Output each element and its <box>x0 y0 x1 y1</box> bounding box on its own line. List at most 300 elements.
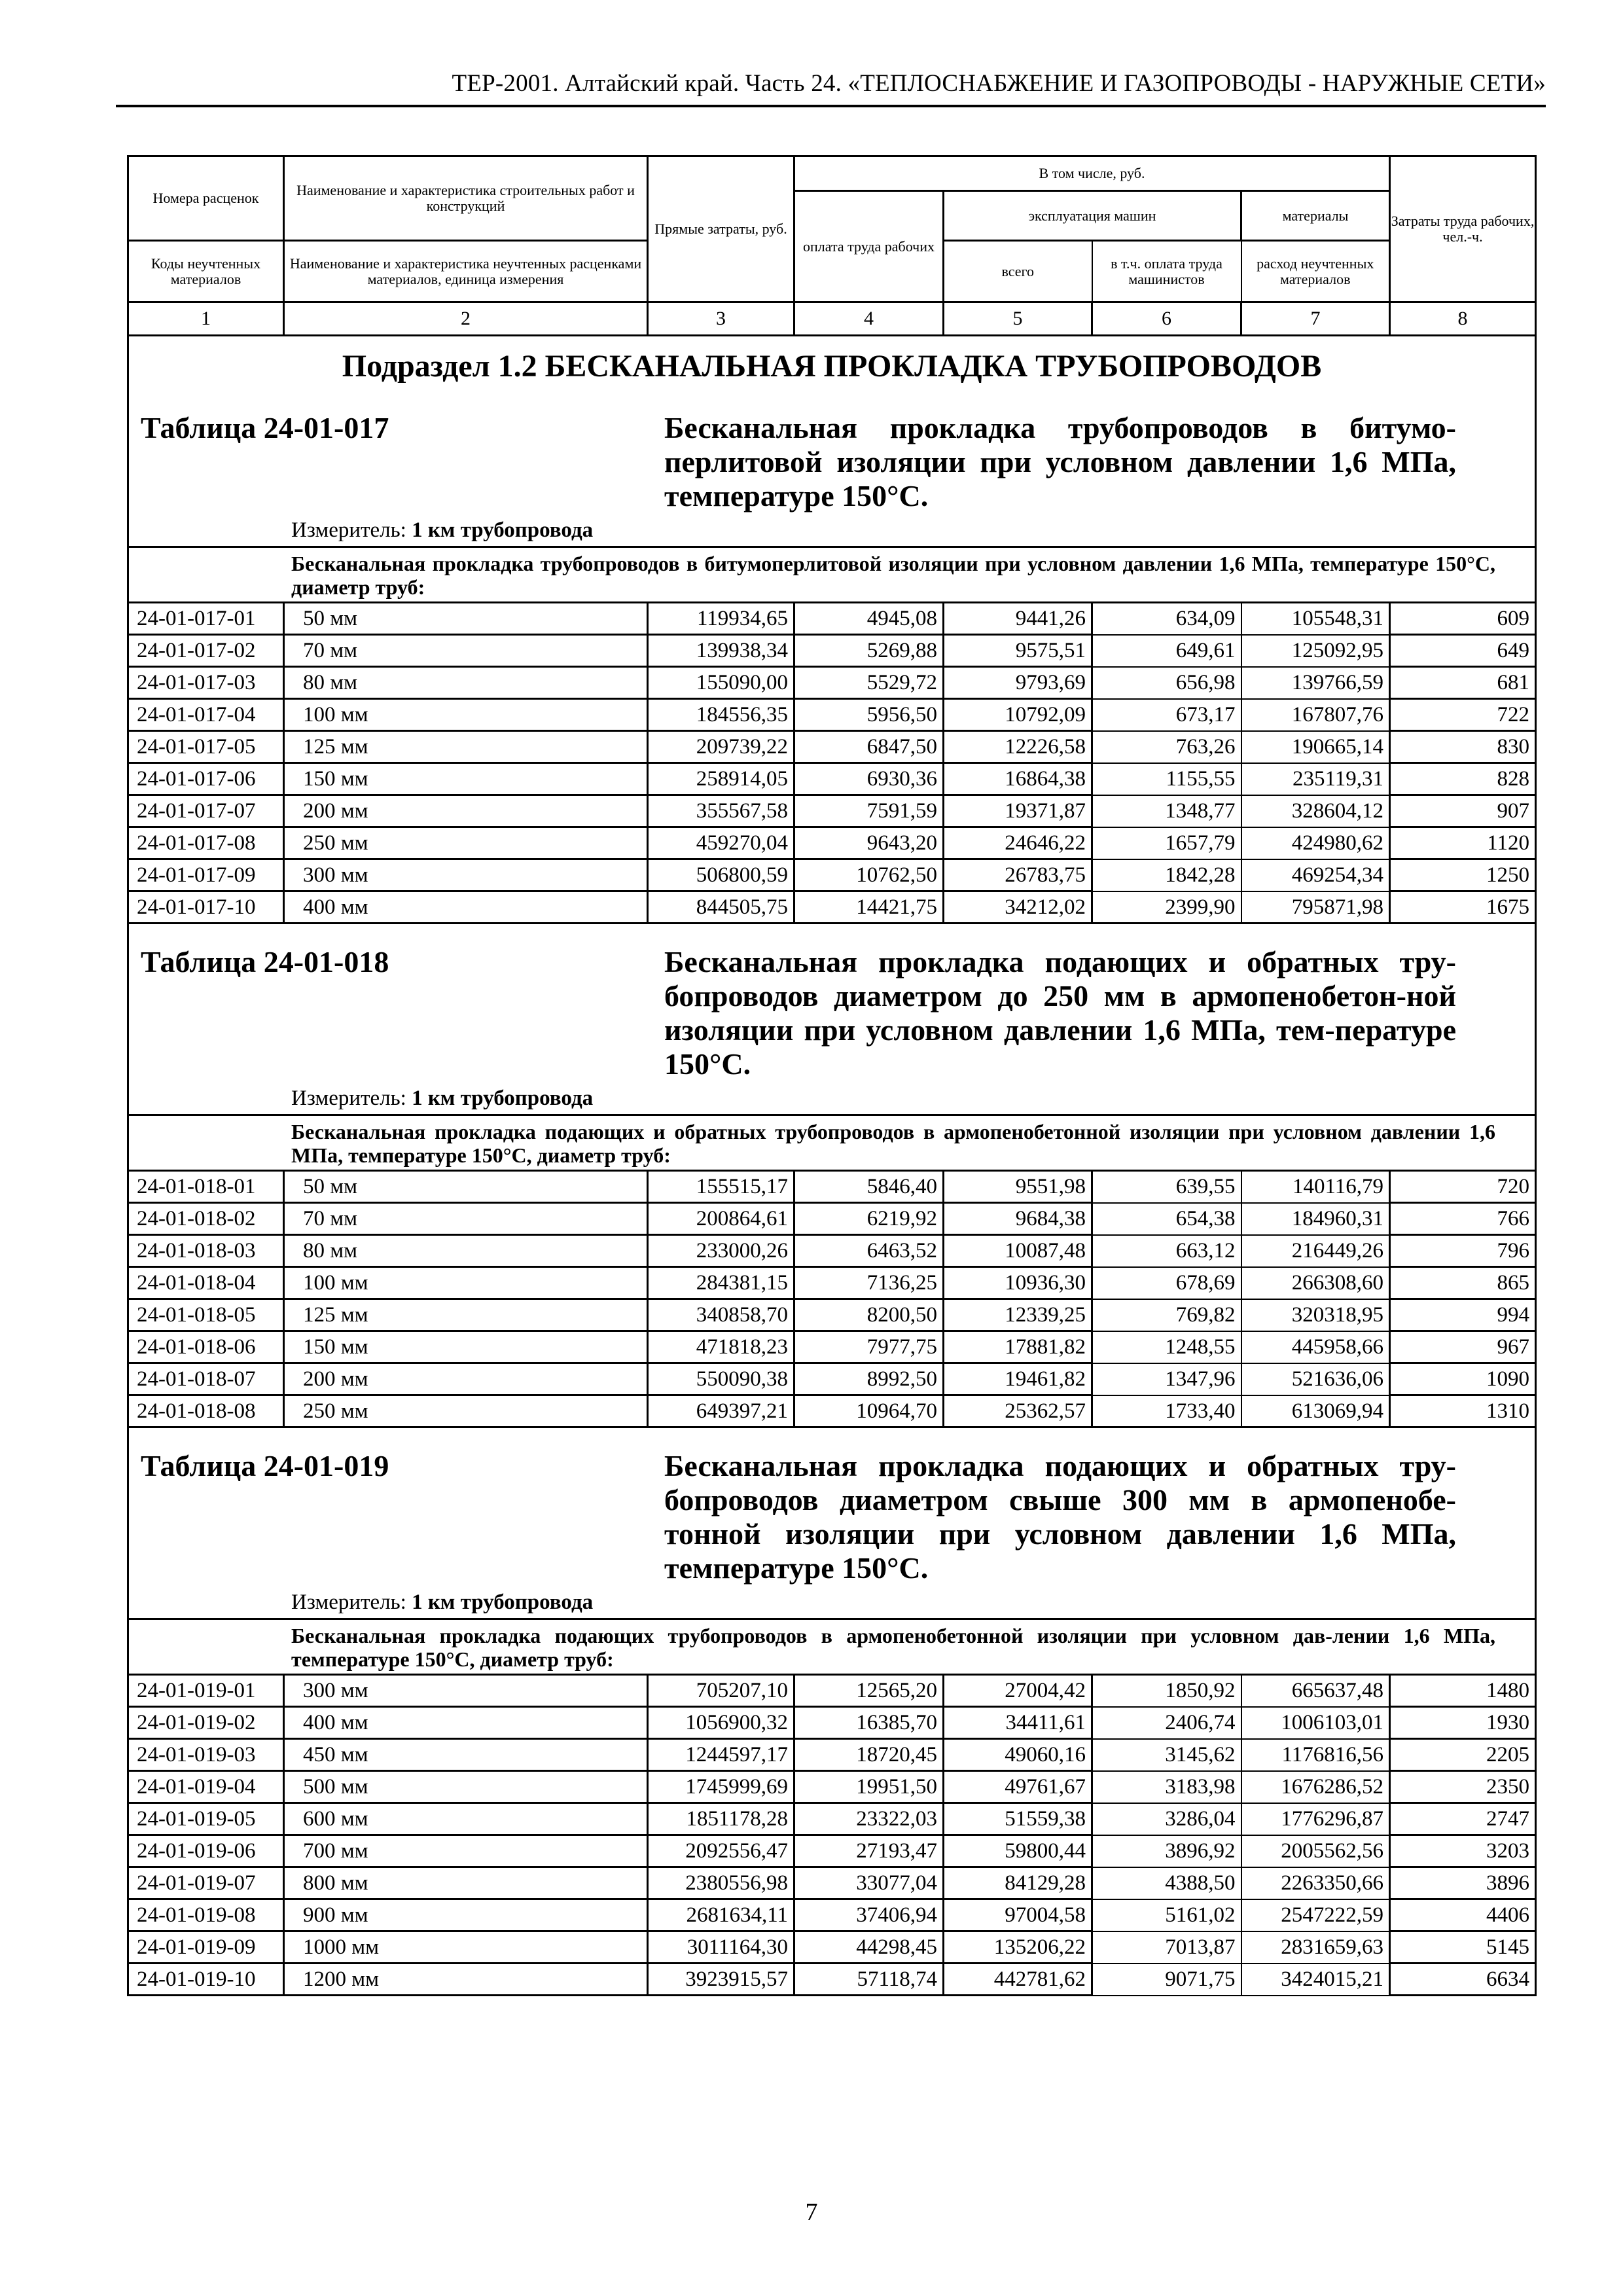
labor-hours: 1120 <box>1390 827 1536 859</box>
materials-cost: 2831659,63 <box>1241 1931 1390 1964</box>
rate-code: 24-01-019-03 <box>128 1739 284 1771</box>
rate-code: 24-01-018-03 <box>128 1235 284 1267</box>
rate-code: 24-01-018-08 <box>128 1395 284 1427</box>
machines-total: 12339,25 <box>944 1299 1092 1331</box>
column-number: 1 <box>128 302 284 336</box>
materials-cost: 266308,60 <box>1241 1267 1390 1299</box>
worker-pay: 7977,75 <box>794 1331 944 1363</box>
rate-code: 24-01-019-01 <box>128 1675 284 1707</box>
machines-total: 10087,48 <box>944 1235 1092 1267</box>
machinist-pay: 2406,74 <box>1092 1707 1241 1739</box>
direct-costs: 550090,38 <box>648 1363 794 1395</box>
machines-total: 9551,98 <box>944 1171 1092 1203</box>
labor-hours: 1675 <box>1390 891 1536 924</box>
pipe-diameter: 400 мм <box>284 891 648 924</box>
table-row <box>128 1835 1536 1867</box>
column-number: 7 <box>1241 302 1390 336</box>
machinist-pay: 678,69 <box>1092 1267 1241 1299</box>
direct-costs: 233000,26 <box>648 1235 794 1267</box>
machines-total: 9793,69 <box>944 667 1092 699</box>
materials-cost: 216449,26 <box>1241 1235 1390 1267</box>
table-row <box>128 1267 1536 1299</box>
table-caption-cell <box>128 1427 1536 1619</box>
machinist-pay: 1657,79 <box>1092 827 1241 859</box>
machinist-pay: 9071,75 <box>1092 1964 1241 1996</box>
direct-costs: 284381,15 <box>648 1267 794 1299</box>
rate-code: 24-01-017-08 <box>128 827 284 859</box>
labor-hours: 1310 <box>1390 1395 1536 1427</box>
machinist-pay: 634,09 <box>1092 603 1241 635</box>
pipe-diameter: 300 мм <box>284 859 648 891</box>
direct-costs: 2092556,47 <box>648 1835 794 1867</box>
machines-total: 59800,44 <box>944 1835 1092 1867</box>
worker-pay: 23322,03 <box>794 1803 944 1835</box>
table-row <box>128 1964 1536 1996</box>
direct-costs: 1056900,32 <box>648 1707 794 1739</box>
direct-costs: 2380556,98 <box>648 1867 794 1899</box>
labor-hours: 1480 <box>1390 1675 1536 1707</box>
pipe-diameter: 80 мм <box>284 1235 648 1267</box>
machinist-pay: 663,12 <box>1092 1235 1241 1267</box>
machines-total: 16864,38 <box>944 763 1092 795</box>
rate-code: 24-01-019-06 <box>128 1835 284 1867</box>
labor-hours: 722 <box>1390 699 1536 731</box>
direct-costs: 506800,59 <box>648 859 794 891</box>
machinist-pay: 639,55 <box>1092 1171 1241 1203</box>
rate-code: 24-01-018-07 <box>128 1363 284 1395</box>
rate-code: 24-01-017-10 <box>128 891 284 924</box>
column-number: 6 <box>1092 302 1241 336</box>
materials-cost: 613069,94 <box>1241 1395 1390 1427</box>
worker-pay: 12565,20 <box>794 1675 944 1707</box>
materials-cost: 1006103,01 <box>1241 1707 1390 1739</box>
pipe-diameter: 400 мм <box>284 1707 648 1739</box>
worker-pay: 5529,72 <box>794 667 944 699</box>
worker-pay: 4945,08 <box>794 603 944 635</box>
rate-code: 24-01-019-07 <box>128 1867 284 1899</box>
pipe-diameter: 150 мм <box>284 1331 648 1363</box>
pipe-diameter: 250 мм <box>284 827 648 859</box>
table-row <box>128 1299 1536 1331</box>
header-material-codes: Коды неучтенных материалов <box>128 241 284 302</box>
price-sheet <box>127 155 1535 1996</box>
worker-pay: 27193,47 <box>794 1835 944 1867</box>
direct-costs: 649397,21 <box>648 1395 794 1427</box>
worker-pay: 14421,75 <box>794 891 944 924</box>
group-description: Бесканальная прокладка подающих и обратных трубопроводов в армопенобетонной изоляции при условном давлении 1,6 МПа, температуре 150°С, диаметр труб: <box>128 1115 1536 1171</box>
machines-total: 442781,62 <box>944 1964 1092 1996</box>
direct-costs: 155090,00 <box>648 667 794 699</box>
worker-pay: 8200,50 <box>794 1299 944 1331</box>
labor-hours: 1930 <box>1390 1707 1536 1739</box>
machinist-pay: 1733,40 <box>1092 1395 1241 1427</box>
materials-cost: 184960,31 <box>1241 1203 1390 1235</box>
machines-total: 34411,61 <box>944 1707 1092 1739</box>
direct-costs: 155515,17 <box>648 1171 794 1203</box>
labor-hours: 865 <box>1390 1267 1536 1299</box>
machinist-pay: 7013,87 <box>1092 1931 1241 1964</box>
table-description: Бесканальная прокладка подающих и обратных тру-бопроводов диаметром до 250 мм в армопенобетон-ной изоляции при условном давлении 1,6 МПа, тем-пературе 150°С. <box>664 945 1456 1081</box>
pipe-diameter: 250 мм <box>284 1395 648 1427</box>
worker-pay: 33077,04 <box>794 1867 944 1899</box>
materials-cost: 3424015,21 <box>1241 1964 1390 1996</box>
labor-hours: 681 <box>1390 667 1536 699</box>
machinist-pay: 1248,55 <box>1092 1331 1241 1363</box>
worker-pay: 9643,20 <box>794 827 944 859</box>
materials-cost: 795871,98 <box>1241 891 1390 924</box>
rate-code: 24-01-017-07 <box>128 795 284 827</box>
measurement-unit <box>291 1585 1535 1618</box>
meter-label: Измеритель: <box>291 518 406 542</box>
section-title: Подраздел 1.2 БЕСКАНАЛЬНАЯ ПРОКЛАДКА ТРУБОПРОВОДОВ <box>342 349 1322 384</box>
rate-code: 24-01-018-01 <box>128 1171 284 1203</box>
worker-pay: 8992,50 <box>794 1363 944 1395</box>
labor-hours: 2747 <box>1390 1803 1536 1835</box>
machines-total: 84129,28 <box>944 1867 1092 1899</box>
materials-cost: 2005562,56 <box>1241 1835 1390 1867</box>
materials-cost: 2263350,66 <box>1241 1867 1390 1899</box>
labor-hours: 994 <box>1390 1299 1536 1331</box>
table-row <box>128 1331 1536 1363</box>
meter-value: 1 км трубопровода <box>412 1590 594 1614</box>
page-number: 7 <box>805 2198 818 2226</box>
pipe-diameter: 900 мм <box>284 1899 648 1931</box>
pipe-diameter: 1000 мм <box>284 1931 648 1964</box>
machines-total: 97004,58 <box>944 1899 1092 1931</box>
direct-costs: 1244597,17 <box>648 1739 794 1771</box>
labor-hours: 609 <box>1390 603 1536 635</box>
labor-hours: 2205 <box>1390 1739 1536 1771</box>
table-row <box>128 1771 1536 1803</box>
direct-costs: 258914,05 <box>648 763 794 795</box>
table-row <box>128 1867 1536 1899</box>
table-caption <box>129 939 1535 1081</box>
machinist-pay: 673,17 <box>1092 699 1241 731</box>
machinist-pay: 763,26 <box>1092 731 1241 763</box>
labor-hours: 3896 <box>1390 1867 1536 1899</box>
machines-total: 9441,26 <box>944 603 1092 635</box>
pipe-diameter: 80 мм <box>284 667 648 699</box>
materials-cost: 328604,12 <box>1241 795 1390 827</box>
direct-costs: 209739,22 <box>648 731 794 763</box>
materials-cost: 2547222,59 <box>1241 1899 1390 1931</box>
section-header-cell <box>128 336 1536 405</box>
machines-total: 10792,09 <box>944 699 1092 731</box>
machines-total: 34212,02 <box>944 891 1092 924</box>
worker-pay: 19951,50 <box>794 1771 944 1803</box>
header-machines-total: всего <box>944 241 1092 302</box>
table-description: Бесканальная прокладка подающих и обратных тру-бопроводов диаметром свыше 300 мм в армопенобе-тонной изоляции при условном давлении 1,6 МПа, температуре 150°С. <box>664 1449 1456 1585</box>
machines-total: 25362,57 <box>944 1395 1092 1427</box>
table-row <box>128 1803 1536 1835</box>
rate-code: 24-01-017-01 <box>128 603 284 635</box>
rate-code: 24-01-019-02 <box>128 1707 284 1739</box>
measurement-unit <box>291 1081 1535 1114</box>
pipe-diameter: 100 мм <box>284 1267 648 1299</box>
machinist-pay: 649,61 <box>1092 635 1241 667</box>
table-row <box>128 1171 1536 1203</box>
header-work-names: Наименование и характеристика строительных работ и конструкций <box>284 156 648 241</box>
table-caption-cell <box>128 404 1536 547</box>
pipe-diameter: 50 мм <box>284 1171 648 1203</box>
table-caption-cell <box>128 924 1536 1115</box>
pipe-diameter: 70 мм <box>284 635 648 667</box>
machines-total: 19371,87 <box>944 795 1092 827</box>
table-row <box>128 667 1536 699</box>
group-description: Бесканальная прокладка подающих трубопроводов в армопенобетонной изоляции при условном дав-лении 1,6 МПа, температуре 150°С, диаметр труб: <box>128 1619 1536 1675</box>
rate-code: 24-01-017-06 <box>128 763 284 795</box>
table-row <box>128 1203 1536 1235</box>
rate-code: 24-01-017-04 <box>128 699 284 731</box>
labor-hours: 907 <box>1390 795 1536 827</box>
table-row <box>128 827 1536 859</box>
labor-hours: 720 <box>1390 1171 1536 1203</box>
rates-table <box>127 155 1537 1996</box>
rate-code: 24-01-019-04 <box>128 1771 284 1803</box>
column-headers <box>128 156 1536 302</box>
table-row <box>128 1707 1536 1739</box>
worker-pay: 10964,70 <box>794 1395 944 1427</box>
machinist-pay: 654,38 <box>1092 1203 1241 1235</box>
column-number: 3 <box>648 302 794 336</box>
materials-cost: 167807,76 <box>1241 699 1390 731</box>
materials-cost: 469254,34 <box>1241 859 1390 891</box>
meter-value: 1 км трубопровода <box>412 518 594 542</box>
direct-costs: 3923915,57 <box>648 1964 794 1996</box>
rate-code: 24-01-018-04 <box>128 1267 284 1299</box>
rate-code: 24-01-019-05 <box>128 1803 284 1835</box>
rate-code: 24-01-017-03 <box>128 667 284 699</box>
worker-pay: 18720,45 <box>794 1739 944 1771</box>
rate-code: 24-01-019-09 <box>128 1931 284 1964</box>
column-number: 5 <box>944 302 1092 336</box>
pipe-diameter: 450 мм <box>284 1739 648 1771</box>
worker-pay: 7591,59 <box>794 795 944 827</box>
labor-hours: 1250 <box>1390 859 1536 891</box>
header-materials: материалы <box>1241 191 1390 241</box>
materials-cost: 140116,79 <box>1241 1171 1390 1203</box>
labor-hours: 796 <box>1390 1235 1536 1267</box>
materials-cost: 665637,48 <box>1241 1675 1390 1707</box>
table-row <box>128 1363 1536 1395</box>
machines-total: 27004,42 <box>944 1675 1092 1707</box>
machinist-pay: 4388,50 <box>1092 1867 1241 1899</box>
direct-costs: 705207,10 <box>648 1675 794 1707</box>
machinist-pay: 3145,62 <box>1092 1739 1241 1771</box>
table-row <box>128 603 1536 635</box>
worker-pay: 5269,88 <box>794 635 944 667</box>
rate-code: 24-01-018-02 <box>128 1203 284 1235</box>
labor-hours: 2350 <box>1390 1771 1536 1803</box>
pipe-diameter: 500 мм <box>284 1771 648 1803</box>
materials-cost: 105548,31 <box>1241 603 1390 635</box>
materials-cost: 445958,66 <box>1241 1331 1390 1363</box>
pipe-diameter: 1200 мм <box>284 1964 648 1996</box>
rate-code: 24-01-018-05 <box>128 1299 284 1331</box>
machines-total: 49761,67 <box>944 1771 1092 1803</box>
rate-code: 24-01-017-05 <box>128 731 284 763</box>
machinist-pay: 1842,28 <box>1092 859 1241 891</box>
pipe-diameter: 70 мм <box>284 1203 648 1235</box>
header-machine-operation: эксплуатация машин <box>944 191 1241 241</box>
pipe-diameter: 800 мм <box>284 1867 648 1899</box>
rate-code: 24-01-019-10 <box>128 1964 284 1996</box>
header-rule <box>116 105 1546 107</box>
machinist-pay: 3183,98 <box>1092 1771 1241 1803</box>
machines-total: 12226,58 <box>944 731 1092 763</box>
labor-hours: 766 <box>1390 1203 1536 1235</box>
table-row <box>128 795 1536 827</box>
pipe-diameter: 50 мм <box>284 603 648 635</box>
machines-total: 9684,38 <box>944 1203 1092 1235</box>
machines-total: 17881,82 <box>944 1331 1092 1363</box>
pipe-diameter: 700 мм <box>284 1835 648 1867</box>
machinist-pay: 1155,55 <box>1092 763 1241 795</box>
table-label: Таблица 24-01-017 <box>141 411 389 444</box>
materials-cost: 235119,31 <box>1241 763 1390 795</box>
labor-hours: 5145 <box>1390 1931 1536 1964</box>
materials-cost: 1776296,87 <box>1241 1803 1390 1835</box>
worker-pay: 10762,50 <box>794 859 944 891</box>
worker-pay: 37406,94 <box>794 1899 944 1931</box>
machines-total: 49060,16 <box>944 1739 1092 1771</box>
machinist-pay: 3286,04 <box>1092 1803 1241 1835</box>
rate-code: 24-01-018-06 <box>128 1331 284 1363</box>
column-numbers <box>128 302 1536 336</box>
running-header: ТЕР-2001. Алтайский край. Часть 24. «ТЕПЛОСНАБЖЕНИЕ И ГАЗОПРОВОДЫ - НАРУЖНЫЕ СЕТИ» <box>452 70 1546 97</box>
group-description: Бесканальная прокладка трубопроводов в битумоперлитовой изоляции при условном давлении 1,6 МПа, температуре 150°С, диаметр труб: <box>128 547 1536 603</box>
table-row <box>128 859 1536 891</box>
worker-pay: 6463,52 <box>794 1235 944 1267</box>
machinist-pay: 1850,92 <box>1092 1675 1241 1707</box>
table-row <box>128 1739 1536 1771</box>
header-machinist-pay: в т.ч. оплата труда машинистов <box>1092 241 1241 302</box>
table-row <box>128 1235 1536 1267</box>
machinist-pay: 1347,96 <box>1092 1363 1241 1395</box>
table-description: Бесканальная прокладка трубопроводов в битумо-перлитовой изоляции при условном давлении 1,6 МПа, температуре 150°С. <box>664 411 1456 512</box>
table-label: Таблица 24-01-019 <box>141 1449 389 1482</box>
machines-total: 135206,22 <box>944 1931 1092 1964</box>
header-unaccounted-materials: расход неучтенных материалов <box>1241 241 1390 302</box>
labor-hours: 828 <box>1390 763 1536 795</box>
machines-total: 10936,30 <box>944 1267 1092 1299</box>
machines-total: 24646,22 <box>944 827 1092 859</box>
materials-cost: 320318,95 <box>1241 1299 1390 1331</box>
materials-cost: 1176816,56 <box>1241 1739 1390 1771</box>
meter-label: Измеритель: <box>291 1086 406 1110</box>
direct-costs: 844505,75 <box>648 891 794 924</box>
direct-costs: 2681634,11 <box>648 1899 794 1931</box>
rate-code: 24-01-019-08 <box>128 1899 284 1931</box>
table-row <box>128 635 1536 667</box>
table-caption <box>129 404 1535 513</box>
labor-hours: 4406 <box>1390 1899 1536 1931</box>
machinist-pay: 5161,02 <box>1092 1899 1241 1931</box>
worker-pay: 5846,40 <box>794 1171 944 1203</box>
meter-value: 1 км трубопровода <box>412 1086 594 1110</box>
header-rate-numbers: Номера расценок <box>128 156 284 241</box>
labor-hours: 649 <box>1390 635 1536 667</box>
worker-pay: 5956,50 <box>794 699 944 731</box>
table-caption <box>129 1443 1535 1585</box>
pipe-diameter: 125 мм <box>284 731 648 763</box>
materials-cost: 125092,95 <box>1241 635 1390 667</box>
machines-total: 9575,51 <box>944 635 1092 667</box>
worker-pay: 16385,70 <box>794 1707 944 1739</box>
materials-cost: 190665,14 <box>1241 731 1390 763</box>
worker-pay: 44298,45 <box>794 1931 944 1964</box>
rate-tables <box>128 404 1536 1996</box>
worker-pay: 7136,25 <box>794 1267 944 1299</box>
rate-code: 24-01-017-02 <box>128 635 284 667</box>
labor-hours: 3203 <box>1390 1835 1536 1867</box>
machines-total: 51559,38 <box>944 1803 1092 1835</box>
materials-cost: 424980,62 <box>1241 827 1390 859</box>
table-row <box>128 699 1536 731</box>
pipe-diameter: 100 мм <box>284 699 648 731</box>
labor-hours: 1090 <box>1390 1363 1536 1395</box>
pipe-diameter: 200 мм <box>284 795 648 827</box>
direct-costs: 3011164,30 <box>648 1931 794 1964</box>
rate-code: 24-01-017-09 <box>128 859 284 891</box>
worker-pay: 57118,74 <box>794 1964 944 1996</box>
measurement-unit <box>291 513 1535 546</box>
direct-costs: 200864,61 <box>648 1203 794 1235</box>
column-number: 8 <box>1390 302 1536 336</box>
table-row <box>128 1395 1536 1427</box>
direct-costs: 471818,23 <box>648 1331 794 1363</box>
meter-label: Измеритель: <box>291 1590 406 1614</box>
machinist-pay: 769,82 <box>1092 1299 1241 1331</box>
table-row <box>128 763 1536 795</box>
table-row <box>128 1675 1536 1707</box>
pipe-diameter: 125 мм <box>284 1299 648 1331</box>
direct-costs: 184556,35 <box>648 699 794 731</box>
worker-pay: 6930,36 <box>794 763 944 795</box>
header-including: В том числе, руб. <box>794 156 1390 191</box>
header-labor-hours: Затраты труда рабочих, чел.-ч. <box>1390 156 1536 302</box>
machines-total: 19461,82 <box>944 1363 1092 1395</box>
header-direct-costs: Прямые затраты, руб. <box>648 156 794 302</box>
header-worker-pay: оплата труда рабочих <box>794 191 944 302</box>
direct-costs: 340858,70 <box>648 1299 794 1331</box>
worker-pay: 6219,92 <box>794 1203 944 1235</box>
machinist-pay: 3896,92 <box>1092 1835 1241 1867</box>
direct-costs: 139938,34 <box>648 635 794 667</box>
direct-costs: 459270,04 <box>648 827 794 859</box>
materials-cost: 139766,59 <box>1241 667 1390 699</box>
machinist-pay: 2399,90 <box>1092 891 1241 924</box>
table-row <box>128 731 1536 763</box>
column-number: 2 <box>284 302 648 336</box>
table-row <box>128 1931 1536 1964</box>
materials-cost: 1676286,52 <box>1241 1771 1390 1803</box>
pipe-diameter: 200 мм <box>284 1363 648 1395</box>
table-row <box>128 891 1536 924</box>
labor-hours: 6634 <box>1390 1964 1536 1996</box>
direct-costs: 1851178,28 <box>648 1803 794 1835</box>
machinist-pay: 656,98 <box>1092 667 1241 699</box>
table-label: Таблица 24-01-018 <box>141 945 389 978</box>
direct-costs: 1745999,69 <box>648 1771 794 1803</box>
machines-total: 26783,75 <box>944 859 1092 891</box>
pipe-diameter: 600 мм <box>284 1803 648 1835</box>
pipe-diameter: 150 мм <box>284 763 648 795</box>
pipe-diameter: 300 мм <box>284 1675 648 1707</box>
table-row <box>128 1899 1536 1931</box>
machinist-pay: 1348,77 <box>1092 795 1241 827</box>
column-number: 4 <box>794 302 944 336</box>
